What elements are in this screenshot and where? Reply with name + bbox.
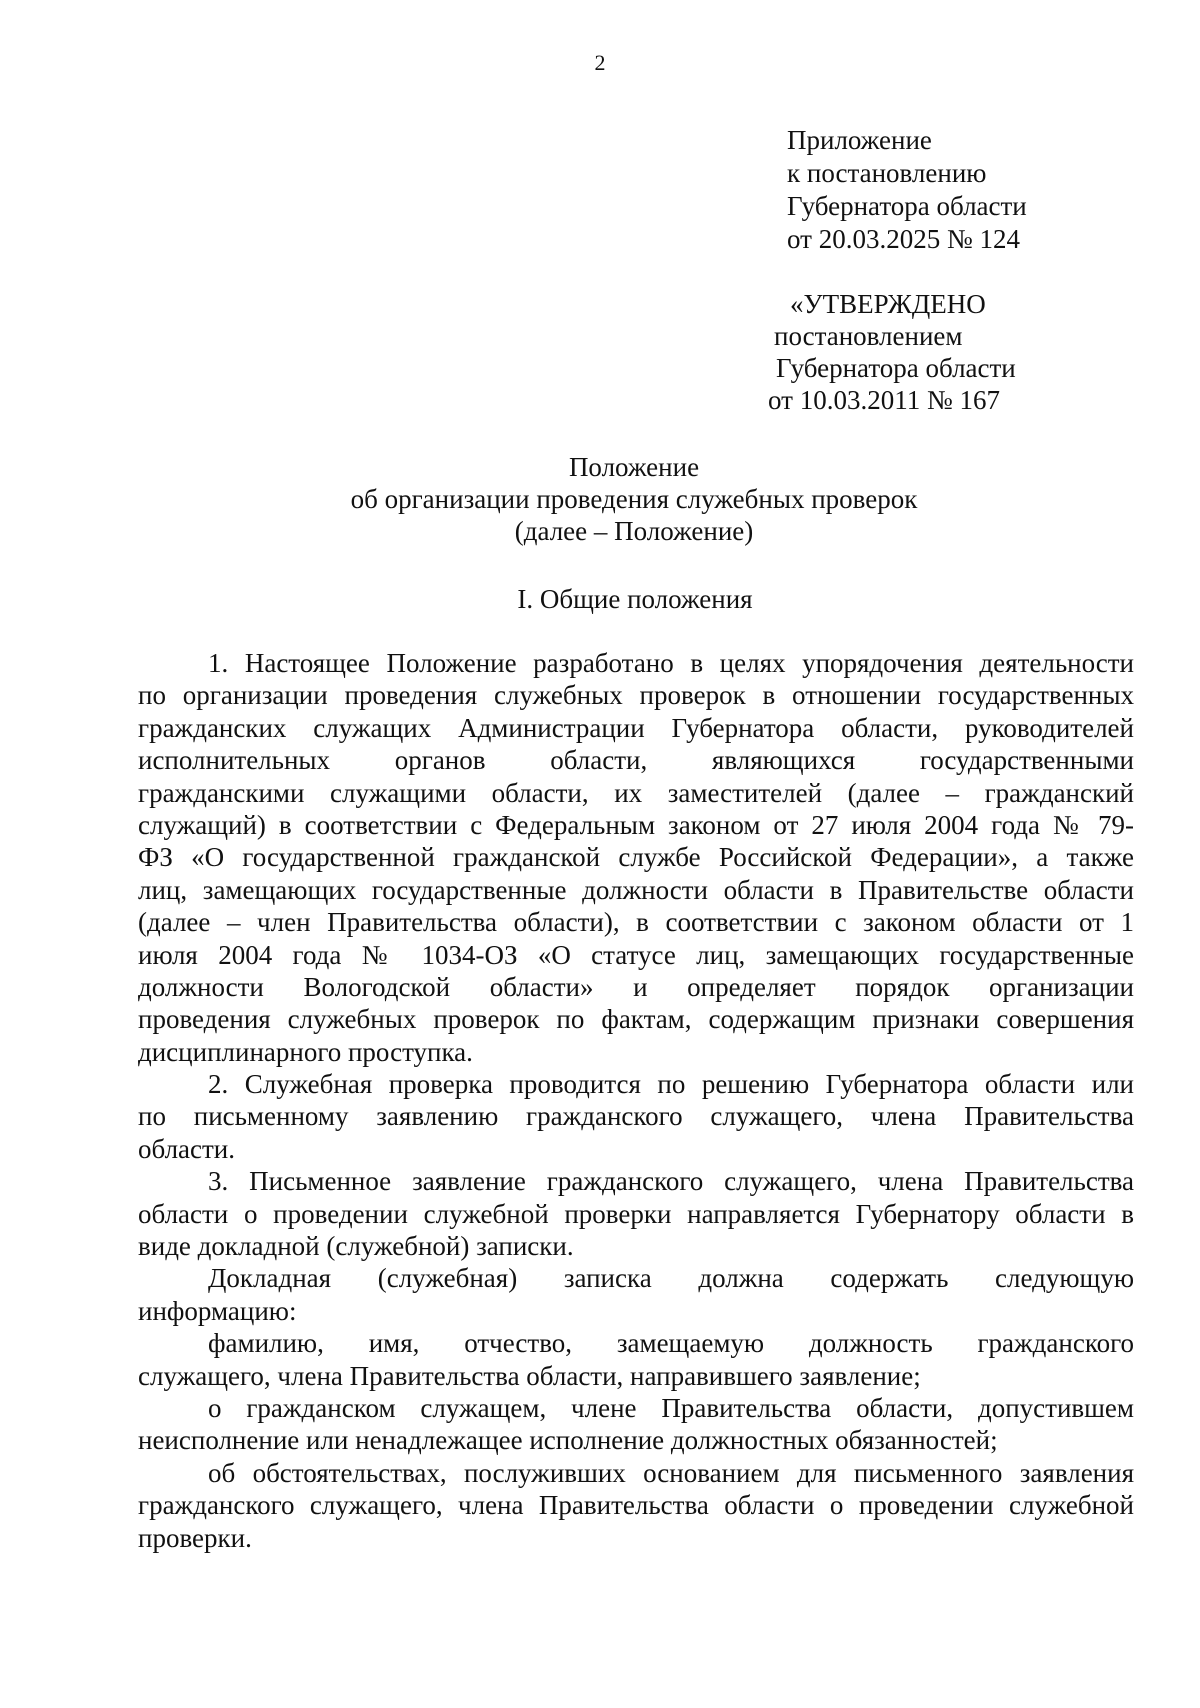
paragraph-2-line: 2. Служебная проверка проводится по решению Губернатора области или	[208, 1069, 1134, 1100]
title-line: (далее – Положение)	[514, 516, 754, 546]
paragraph-1-line: лиц, замещающих государственные должности области в Правительстве области	[138, 874, 1134, 905]
appendix-line: Губернатора области	[787, 191, 1027, 221]
body-text	[138, 647, 1134, 1554]
paragraph-5-line: фамилию, имя, отчество, замещаемую должность гражданского	[208, 1328, 1134, 1359]
page-number: 2	[594, 50, 606, 75]
paragraph-3-line: 3. Письменное заявление гражданского служащего, члена Правительства	[208, 1166, 1134, 1197]
appendix-line: Приложение	[787, 125, 932, 155]
paragraph-2-line: области.	[138, 1133, 236, 1164]
appendix-line: от 20.03.2025 № 124	[787, 224, 1020, 254]
document-title	[0, 451, 1200, 547]
paragraph-1-line: 1. Настоящее Положение разработано в целях упорядочения деятельности	[208, 648, 1134, 678]
paragraph-2-line: по письменному заявлению гражданского служащего, члена Правительства	[138, 1101, 1134, 1132]
appendix-line: к постановлению	[787, 158, 987, 188]
paragraph-7-line: об обстоятельствах, послуживших основанием для письменного заявления	[208, 1457, 1134, 1488]
approved-line: от 10.03.2011 № 167	[768, 385, 1000, 415]
appendix-block	[787, 124, 1027, 256]
paragraph-3-line: области о проведении служебной проверки направляется Губернатору области в	[138, 1198, 1134, 1229]
paragraph-1-line: гражданскими служащими области, их заместителей (далее – гражданский	[138, 777, 1134, 808]
title-line: об организации проведения служебных проверок	[350, 484, 918, 514]
paragraph-1-line: (далее – член Правительства области), в соответствии с законом области от 1	[138, 907, 1134, 938]
paragraph-1-line: ФЗ «О государственной гражданской службе Российской Федерации», а также	[138, 842, 1134, 873]
paragraph-4-line: информацию:	[138, 1295, 297, 1326]
paragraph-6-line: неисполнение или ненадлежащее исполнение должностных обязанностей;	[138, 1425, 998, 1456]
approved-line: «УТВЕРЖДЕНО	[790, 289, 986, 319]
section-heading: I. Общие положения	[517, 584, 753, 614]
paragraph-1-line: должности Вологодской области» и определяет порядок организации	[138, 971, 1134, 1002]
paragraph-1-line: проведения служебных проверок по фактам, содержащим признаки совершения	[138, 1004, 1134, 1035]
paragraph-1-line: июля 2004 года № 1034-ОЗ «О статусе лиц, замещающих государственные	[138, 939, 1134, 970]
paragraph-6-line: о гражданском служащем, члене Правительства области, допустившем	[208, 1392, 1134, 1423]
paragraph-3-line: виде докладной (служебной) записки.	[138, 1231, 574, 1262]
paragraph-1-line: дисциплинарного проступка.	[138, 1036, 473, 1067]
approved-line: Губернатора области	[776, 353, 1016, 383]
paragraph-4-line: Докладная (служебная) записка должна содержать следующую	[208, 1263, 1134, 1294]
paragraph-5-line: служащего, члена Правительства области, направившего заявление;	[138, 1360, 921, 1391]
paragraph-7-line: гражданского служащего, члена Правительства области о проведении служебной	[138, 1490, 1134, 1521]
paragraph-7-line: проверки.	[138, 1522, 252, 1553]
paragraph-1-line: по организации проведения служебных проверок в отношении государственных	[138, 680, 1134, 711]
approved-line: постановлением	[774, 321, 963, 351]
paragraph-1-line: исполнительных органов области, являющихся государственными	[138, 745, 1134, 776]
approved-block	[768, 288, 1016, 416]
paragraph-1-line: служащий) в соответствии с Федеральным законом от 27 июля 2004 года № 79-	[138, 809, 1134, 840]
title-line: Положение	[568, 452, 700, 482]
paragraph-1-line: гражданских служащих Администрации Губернатора области, руководителей	[138, 712, 1134, 743]
